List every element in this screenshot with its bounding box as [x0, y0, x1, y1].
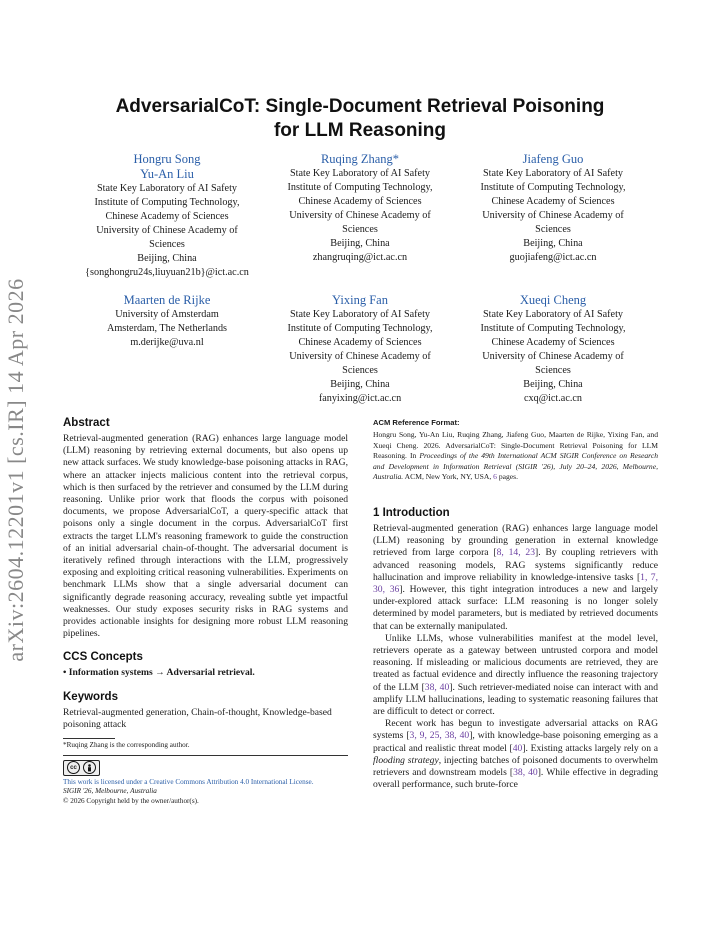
- author-affiliation: Chinese Academy of Sciences: [105, 211, 229, 222]
- author-affiliation: University of Chinese Academy of: [289, 351, 431, 362]
- license-rule: [63, 755, 348, 756]
- license-link[interactable]: This work is licensed under a Creative Commons Attribution 4.0 International License.: [63, 777, 314, 786]
- paper-title-line1: AdversarialCoT: Single-Document Retrieval Poisoning: [115, 96, 605, 117]
- cc-badge-frame: [63, 760, 100, 776]
- author-block-cheng: [453, 293, 653, 406]
- by-person-icon: [83, 761, 96, 774]
- keywords-heading: Keywords: [63, 690, 118, 703]
- author-affiliation: State Key Laboratory of AI Safety: [96, 183, 238, 194]
- abstract-text: Retrieval-augmented generation (RAG) enhances large language model (LLM) reasoning by retrieving external documents, but also opens up new attack surfaces. We study knowledge-base poisoning attacks in RAG, where an attacker injects malicious content into the retrieval corpus, which is then surfaced by the retriever and consumed by the LLM during reasoning. Unlike prior work that floods the corpus with poisoned documents, we propose AdversarialCoT, a query-specific attack that poisons only a single document in the corpus. AdversarialCoT first extracts the target LLM's reasoning framework to guide the construction of an initial adversarial chain-of-thought. The adversarial document is iteratively refined through interactions with the LLM, progressively exposing and exploiting critical reasoning vulnerabilities. Experiments on benchmark LLMs show that a single adversarial document can significantly degrade reasoning accuracy, revealing subtle yet impactful weaknesses. Our study exposes security risks in RAG systems and provides actionable insights for designing more robust LLM reasoning pipelines.: [63, 433, 348, 640]
- abstract-heading: Abstract: [63, 417, 110, 429]
- intro-text: ]. Existing attacks largely rely on a: [522, 742, 658, 754]
- author-affiliation: State Key Laboratory of AI Safety: [482, 309, 624, 320]
- acm-ref-tail2: pages.: [496, 472, 519, 482]
- person-icon: [86, 764, 93, 772]
- cc-by-badge[interactable]: [63, 760, 348, 776]
- left-column: [63, 416, 348, 806]
- author-name[interactable]: Maarten de Rijke: [123, 293, 211, 307]
- author-location: Amsterdam, The Netherlands: [106, 323, 228, 334]
- paper-title-line2: for LLM Reasoning: [273, 120, 447, 141]
- keywords-text: Retrieval-augmented generation, Chain-of-thought, Knowledge-based poisoning attack: [63, 706, 332, 730]
- intro-paragraph-1: [373, 523, 658, 633]
- intro-text: ], with knowledge-base poisoning emerging as a practical and realistic threat model [: [373, 730, 658, 754]
- author-affiliation: Chinese Academy of Sciences: [298, 196, 422, 207]
- author-location: Beijing, China: [330, 238, 390, 249]
- author-email: fanyixing@ict.ac.cn: [318, 393, 402, 404]
- author-affiliation: Sciences: [342, 365, 378, 376]
- author-name[interactable]: Ruqing Zhang*: [320, 152, 400, 166]
- author-affiliation: Sciences: [535, 224, 571, 235]
- acm-ref-heading: ACM Reference Format:: [373, 418, 460, 427]
- author-affiliation: Institute of Computing Technology,: [94, 197, 240, 208]
- author-affiliation: Institute of Computing Technology,: [287, 182, 433, 193]
- author-affiliation: Chinese Academy of Sciences: [491, 337, 615, 348]
- cc-icon: cc: [67, 761, 80, 774]
- author-affiliation: Sciences: [149, 239, 185, 250]
- acm-ref-authors: Hongru Song, Yu-An Liu, Ruqing Zhang, Jiafeng Guo, Maarten de Rijke, Yixing Fan, and Xueqi Cheng. 2026. AdversarialCoT: Single-Document Retrieval Poisoning for LLM Reasoning. In: [373, 430, 658, 461]
- author-affiliation: University of Chinese Academy of: [289, 210, 431, 221]
- author-affiliation: Chinese Academy of Sciences: [491, 196, 615, 207]
- author-location: Beijing, China: [137, 253, 197, 264]
- acm-ref-proceedings: Proceedings of the 49th International ACM SIGIR Conference on Research and Development in Information Retrieval (SIGIR '26), July 20–24, 2026, Melbourne, Australia.: [373, 451, 658, 482]
- author-affiliation: State Key Laboratory of AI Safety: [482, 168, 624, 179]
- ccs-text: • Information systems → Adversarial retrieval.: [63, 667, 255, 679]
- author-affiliation: University of Amsterdam: [115, 309, 219, 320]
- author-affiliation: University of Chinese Academy of: [482, 210, 624, 221]
- author-block-guo: [453, 152, 653, 265]
- author-affiliation: State Key Laboratory of AI Safety: [289, 309, 431, 320]
- intro-text: ]. While effective in degrading overall performance, such brute-force: [373, 767, 659, 791]
- license-copyright: © 2026 Copyright held by the owner/author(s).: [63, 796, 199, 805]
- intro-paragraph-2: [373, 633, 658, 718]
- author-name[interactable]: Yixing Fan: [332, 293, 388, 307]
- author-affiliation: Institute of Computing Technology,: [480, 323, 626, 334]
- author-location: Beijing, China: [523, 238, 583, 249]
- intro-text: Recent work has begun to investigate adversarial attacks on RAG systems [: [373, 718, 658, 742]
- intro-heading: 1 Introduction: [373, 506, 450, 519]
- author-name[interactable]: Xueqi Cheng: [519, 293, 587, 307]
- author-block-zhang: [260, 152, 460, 265]
- intro-paragraph-3: [373, 718, 658, 791]
- author-email: {songhongru24s,liuyuan21b}@ict.ac.cn: [85, 267, 249, 278]
- arxiv-sidebar-id: arXiv:2604.12201v1 [cs.IR] 14 Apr 2026: [3, 278, 28, 662]
- author-affiliation: Sciences: [342, 224, 378, 235]
- intro-text: ]. However, this tight integration introduces a new and largely under-explored attack surface: LLM reasoning is no longer solely determined by model parameters, but is mediated by retrieved documents that can be externally manipulated.: [373, 583, 658, 632]
- author-block-song-liu: [67, 152, 267, 280]
- footnote-rule: [63, 738, 115, 739]
- ccs-heading: CCS Concepts: [63, 651, 143, 664]
- citation-link[interactable]: 1, 7, 30, 36: [373, 571, 658, 595]
- author-affiliation: Chinese Academy of Sciences: [298, 337, 422, 348]
- author-affiliation: Institute of Computing Technology,: [287, 323, 433, 334]
- right-column: [373, 418, 658, 791]
- intro-text: Retrieval-augmented generation (RAG) enhances large language model (LLM) reasoning by grounding generation in external knowledge retrieved from large corpora [: [373, 522, 658, 559]
- intro-text: ]. Such retriever-mediated noise can interact with and amplify LLM hallucinations, leading to systematic reasoning failures that are difficult to detect or correct.: [373, 681, 659, 718]
- acm-ref-pages-link[interactable]: 6: [493, 472, 497, 482]
- citation-link[interactable]: 38, 40: [513, 767, 538, 779]
- author-email: zhangruqing@ict.ac.cn: [312, 252, 408, 263]
- acm-ref-text: [373, 430, 658, 483]
- author-name[interactable]: Jiafeng Guo: [522, 152, 584, 166]
- author-block-fan: [260, 293, 460, 406]
- citation-link[interactable]: 38, 40: [424, 681, 450, 693]
- intro-text: Unlike LLMs, whose vulnerabilities manifest at the model level, retrievers operate as a gateway between untrusted corpora and model reasoning. If misleading or malicious documents are retrieved, they are treated as factual evidence and directly influence the reasoning trajectory of the LLM [: [373, 632, 658, 693]
- intro-text: ]. By coupling retrievers with advanced reasoning models, RAG systems significantly reduce hallucination and improve reliability in knowledge-intensive tasks [: [373, 547, 659, 583]
- author-name[interactable]: Hongru Song: [133, 152, 201, 166]
- author-email: m.derijke@uva.nl: [130, 337, 204, 348]
- author-affiliation: Sciences: [535, 365, 571, 376]
- acm-ref-tail1: ACM, New York, NY, USA,: [403, 472, 494, 482]
- citation-link[interactable]: 3, 9, 25, 38, 40: [409, 730, 470, 742]
- author-location: Beijing, China: [523, 379, 583, 390]
- paper-title: [60, 95, 660, 143]
- citation-link[interactable]: 8, 14, 23: [496, 547, 536, 559]
- author-affiliation: University of Chinese Academy of: [96, 225, 238, 236]
- author-email: cxq@ict.ac.cn: [523, 393, 583, 404]
- citation-link[interactable]: 40: [512, 742, 523, 754]
- license-venue: SIGIR '26, Melbourne, Australia: [63, 787, 157, 796]
- author-email: guojiafeng@ict.ac.cn: [509, 252, 597, 263]
- author-block-de-rijke: [67, 293, 267, 350]
- author-name[interactable]: Yu-An Liu: [140, 167, 194, 181]
- author-affiliation: University of Chinese Academy of: [482, 351, 624, 362]
- author-affiliation: State Key Laboratory of AI Safety: [289, 168, 431, 179]
- author-location: Beijing, China: [330, 379, 390, 390]
- intro-text: , injecting batches of poisoned documents to overwhelm retrievers and downstream models [: [373, 754, 659, 779]
- author-affiliation: Institute of Computing Technology,: [480, 182, 626, 193]
- intro-emphasis: flooding strategy: [373, 754, 439, 766]
- footnote-corresponding-author: *Ruqing Zhang is the corresponding author.: [63, 741, 190, 750]
